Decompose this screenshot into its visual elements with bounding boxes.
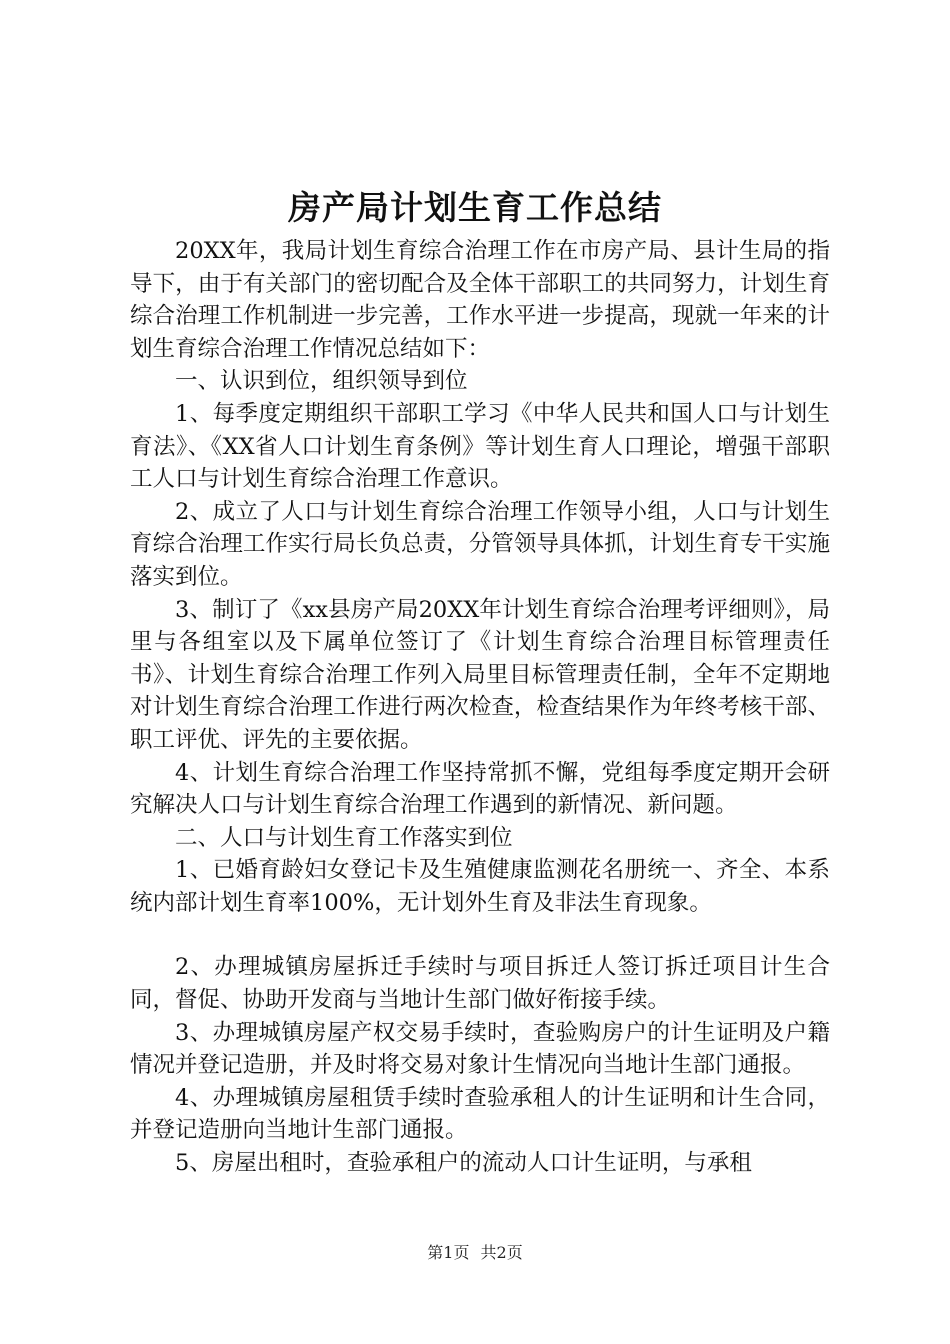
paragraph-2-2: 2、办理城镇房屋拆迁手续时与项目拆迁人签订拆迁项目计生合同，督促、协助开发商与当地计生部门做好衔接手续。: [130, 954, 830, 1014]
page-number-current: 第1页: [427, 1243, 470, 1262]
paragraph-2-3: 3、办理城镇房屋产权交易手续时，查验购房户的计生证明及户籍情况并登记造册，并及时将交易对象计生情况向当地计生部门通报。: [130, 1019, 830, 1079]
section-heading-1: 一、认识到位，组织领导到位: [175, 368, 468, 395]
paragraph-1-1: 1、每季度定期组织干部职工学习《中华人民共和国人口与计划生育法》、《XX省人口计划生育条例》等计划生育人口理论，增强干部职工人口与计划生育综合治理工作意识。: [130, 400, 830, 493]
page-footer: [0, 1242, 950, 1264]
section-heading-2: 二、人口与计划生育工作落实到位: [175, 824, 513, 851]
paragraph-1-2: 2、成立了人口与计划生育综合治理工作领导小组，人口与计划生育综合治理工作实行局长负总责，分管领导具体抓，计划生育专干实施落实到位。: [130, 498, 830, 590]
document-body: [130, 235, 830, 1180]
paragraph-1-3: 3、制订了《xx县房产局20XX年计划生育综合治理考评细则》，局里与各组室以及下属单位签订了《计划生育综合治理目标管理责任书》、计划生育综合治理工作列入局里目标管理责任制，全年不定期地对计划生育综合治理工作进行两次检查，检查结果作为年终考核干部、职工评优、评先的主要依据。: [130, 596, 830, 753]
document-title: 房产局计划生育工作总结: [288, 188, 662, 227]
intro-paragraph: 20XX年，我局计划生育综合治理工作在市房产局、县计生局的指导下，由于有关部门的密切配合及全体干部职工的共同努力，计划生育综合治理工作机制进一步完善，工作水平进一步提高，现就一年来的计划生育综合治理工作情况总结如下：: [130, 238, 830, 362]
paragraph-1-4: 4、计划生育综合治理工作坚持常抓不懈，党组每季度定期开会研究解决人口与计划生育综合治理工作遇到的新情况、新问题。: [130, 759, 830, 819]
page-number-total: 共2页: [480, 1243, 523, 1262]
paragraph-2-5: 5、房屋出租时，查验承租户的流动人口计生证明，与承租: [175, 1150, 752, 1177]
paragraph-2-4: 4、办理城镇房屋租赁手续时查验承租人的计生证明和计生合同，并登记造册向当地计生部门通报。: [130, 1084, 830, 1144]
paragraph-2-1: 1、已婚育龄妇女登记卡及生殖健康监测花名册统一、齐全、本系统内部计划生育率100%，无计划外生育及非法生育现象。: [130, 857, 830, 916]
